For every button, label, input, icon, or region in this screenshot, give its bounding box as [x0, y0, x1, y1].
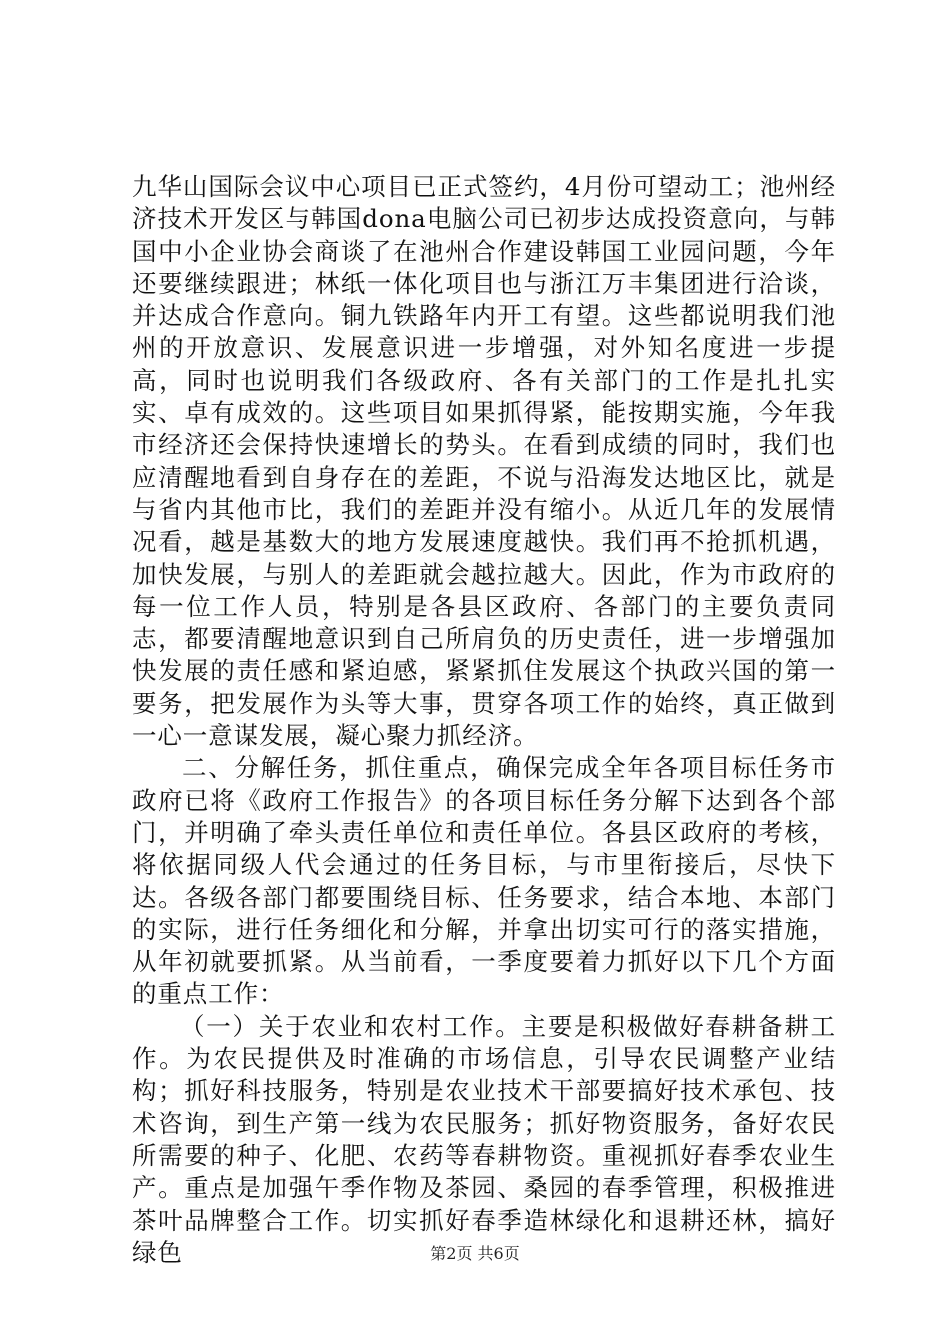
- paragraph-continued: 九华山国际会议中心项目已正式签约，4月份可望动工；池州经济技术开发区与韩国dona电脑公司已初步达成投资意向，与韩国中小企业协会商谈了在池州合作建设韩国工业园问题，今年还要继续跟进；林纸一体化项目也与浙江万丰集团进行洽谈，并达成合作意向。铜九铁路年内开工有望。这些都说明我们池州的开放意识、发展意识进一步增强，对外知名度进一步提高，同时也说明我们各级政府、各有关部门的工作是扎扎实实、卓有成效的。这些项目如果抓得紧，能按期实施，今年我市经济还会保持快速增长的势头。在看到成绩的同时，我们也应清醒地看到自身存在的差距，不说与沿海发达地区比，就是与省内其他市比，我们的差距并没有缩小。从近几年的发展情况看，越是基数大的地方发展速度越快。我们再不抢抓机遇，加快发展，与别人的差距就会越拉越大。因此，作为市政府的每一位工作人员，特别是各县区政府、各部门的主要负责同志，都要清醒地意识到自己所肩负的历史责任，进一步增强加快发展的责任感和紧迫感，紧紧抓住发展这个执政兴国的第一要务，把发展作为头等大事，贯穿各项工作的始终，真正做到一心一意谋发展，凝心聚力抓经济。: [132, 172, 836, 751]
- body-text: [132, 171, 836, 1269]
- paragraph-agriculture: （一）关于农业和农村工作。主要是积极做好春耕备耕工作。为农民提供及时准确的市场信息，引导农民调整产业结构；抓好科技服务，特别是农业技术干部要搞好技术承包、技术咨询，到生产第一线为农民服务；抓好物资服务，备好农民所需要的种子、化肥、农药等春耕物资。重视抓好春季农业生产。重点是加强午季作物及茶园、桑园的春季管理，积极推进茶叶品牌整合工作。切实抓好春季造林绿化和退耕还林，搞好绿色: [132, 1011, 836, 1267]
- page-footer: 第2页 共6页: [430, 1244, 520, 1263]
- paragraph-section-two: 二、分解任务，抓住重点，确保完成全年各项目标任务市政府已将《政府工作报告》的各项目标任务分解下达到各个部门，并明确了牵头责任单位和责任单位。各县区政府的考核，将依据同级人代会通过的任务目标，与市里衔接后，尽快下达。各级各部门都要围绕目标、任务要求，结合本地、本部门的实际，进行任务细化和分解，并拿出切实可行的落实措施，从年初就要抓紧。从当前看，一季度要着力抓好以下几个方面的重点工作：: [132, 753, 836, 1009]
